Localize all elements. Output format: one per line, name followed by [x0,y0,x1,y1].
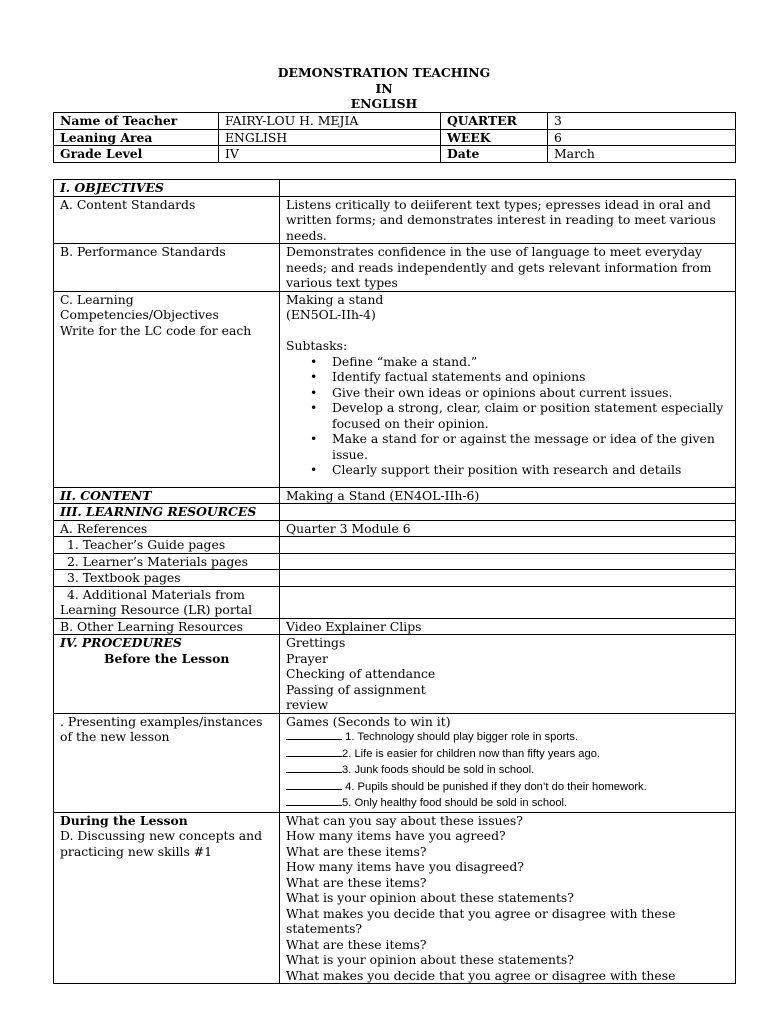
list-item: review [286,697,329,712]
table-row [54,570,736,587]
content-standards-value: Listens critically to deiiferent text types; epresses idead in oral and written forms; and demonstrates interest in reading to meet various needs. [280,196,736,244]
answer-blank [286,762,342,773]
list-item: What is your opinion about these statements? [286,952,574,967]
table-row [54,586,736,618]
list-item: What is your opinion about these statements? [286,890,574,905]
title-line-1: DEMONSTRATION TEACHING [277,65,491,80]
date-label: Date [441,146,548,163]
list-item: Passing of assignment [286,681,426,697]
list-item: What are these items? [286,874,427,890]
table-row [54,520,736,537]
before-lesson-label: Before the Lesson [104,650,230,666]
during-lesson-label: During the Lesson [60,812,188,828]
header-row-area [54,129,736,146]
references-label: A. References [54,520,280,537]
teachers-guide-label: 1. Teacher’s Guide pages [54,537,280,554]
games-title: Games (Seconds to win it) [286,713,451,729]
presenting-label: . Presenting examples/instances of the new lesson [54,713,280,812]
week-value: 6 [548,129,736,146]
date-value: March [548,146,736,163]
during-lesson-cell: During the Lesson D. Discussing new concepts and practicing new skills #1 [54,812,280,984]
games-cell [280,713,736,812]
subtasks-list [286,354,729,478]
teacher-value: FAIRY-LOU H. MEJIA [219,113,441,130]
list-item: Checking of attendance [286,666,436,681]
list-item: 4. Pupils should be punished if they don’t do their homework. [286,779,729,796]
list-item: • Identify factual statements and opinions [332,369,729,385]
subtasks-label: Subtasks: [286,338,348,353]
procedures-cell [54,635,280,714]
header-table [53,112,736,163]
lc-title: Making a stand [286,291,384,307]
teacher-label: Name of Teacher [54,113,219,130]
table-row [54,537,736,554]
table-row [54,487,736,504]
learners-materials-label: 2. Learner’s Materials pages [54,553,280,570]
lesson-plan-table [53,179,736,984]
table-row [54,553,736,570]
answer-blank [286,795,342,806]
answer-blank [286,746,342,757]
textbook-label: 3. Textbook pages [54,570,280,587]
header-row-teacher [54,113,736,130]
list-item: How many items have you agreed? [286,828,506,843]
list-item: What makes you decide that you agree or disagree with these [286,967,676,983]
list-item: Prayer [286,650,328,666]
questions-cell [280,812,736,984]
list-item: 3. Junk foods should be sold in school. [286,762,729,779]
table-row [54,244,736,292]
list-item: • Give their own ideas or opinions about current issues. [332,385,729,401]
list-item: • Define “make a stand.” [332,354,729,370]
content-heading: II. CONTENT [54,487,280,504]
other-resources-value: Video Explainer Clips [280,618,736,635]
procedures-heading: IV. PROCEDURES [60,635,182,650]
table-row [54,504,736,521]
list-item: • Clearly support their position with research and details [332,462,729,478]
learning-competencies-value [280,291,736,487]
title-line-3: ENGLISH [350,96,418,111]
content-value: Making a Stand (EN4OL-IIh-6) [280,487,736,504]
list-item: • Develop a strong, clear, claim or position statement especially focused on their opinion. [332,400,729,431]
list-item: What are these items? [286,843,427,859]
answer-blank [286,729,342,740]
performance-standards-value: Demonstrates confidence in the use of language to meet everyday needs; and reads independently and gets relevant information from various text types [280,244,736,292]
page-title [0,65,768,112]
list-item: 2. Life is easier for children now than fifty years ago. [286,746,729,763]
answer-blank [286,779,342,790]
other-resources-label: B. Other Learning Resources [54,618,280,635]
quarter-label: QUARTER [441,113,548,130]
list-item: What are these items? [286,936,427,952]
learning-competencies-label: C. Learning Competencies/Objectives Write for the LC code for each [54,291,280,487]
table-row [54,812,736,984]
list-item: How many items have you disagreed? [286,859,524,874]
title-line-2: IN [375,80,393,96]
games-list [286,729,729,812]
table-row [54,180,736,197]
table-row [54,196,736,244]
list-item: What can you say about these issues? [286,812,523,828]
objectives-heading: I. OBJECTIVES [54,180,280,197]
header-row-grade [54,146,736,163]
list-item: What makes you decide that you agree or disagree with these statements? [286,905,676,936]
before-lesson-items [280,635,736,714]
table-row [54,713,736,812]
lc-code: (EN5OL-IIh-4) [286,307,376,322]
list-item: • Make a stand for or against the message or idea of the given issue. [332,431,729,462]
week-label: WEEK [441,129,548,146]
grade-label: Grade Level [54,146,219,163]
list-item: 5. Only healthy food should be sold in school. [286,795,729,812]
list-item: 1. Technology should play bigger role in sports. [286,729,729,746]
grade-value: IV [219,146,441,163]
list-item: Grettings [286,635,346,650]
performance-standards-label: B. Performance Standards [54,244,280,292]
area-label: Leaning Area [54,129,219,146]
resources-heading: III. LEARNING RESOURCES [54,504,280,521]
table-row [54,635,736,714]
table-row [54,618,736,635]
additional-materials-label: 4. Additional Materials from Learning Resource (LR) portal [54,586,280,618]
references-value: Quarter 3 Module 6 [280,520,736,537]
area-value: ENGLISH [219,129,441,146]
content-standards-label: A. Content Standards [54,196,280,244]
table-row [54,291,736,487]
quarter-value: 3 [548,113,736,130]
